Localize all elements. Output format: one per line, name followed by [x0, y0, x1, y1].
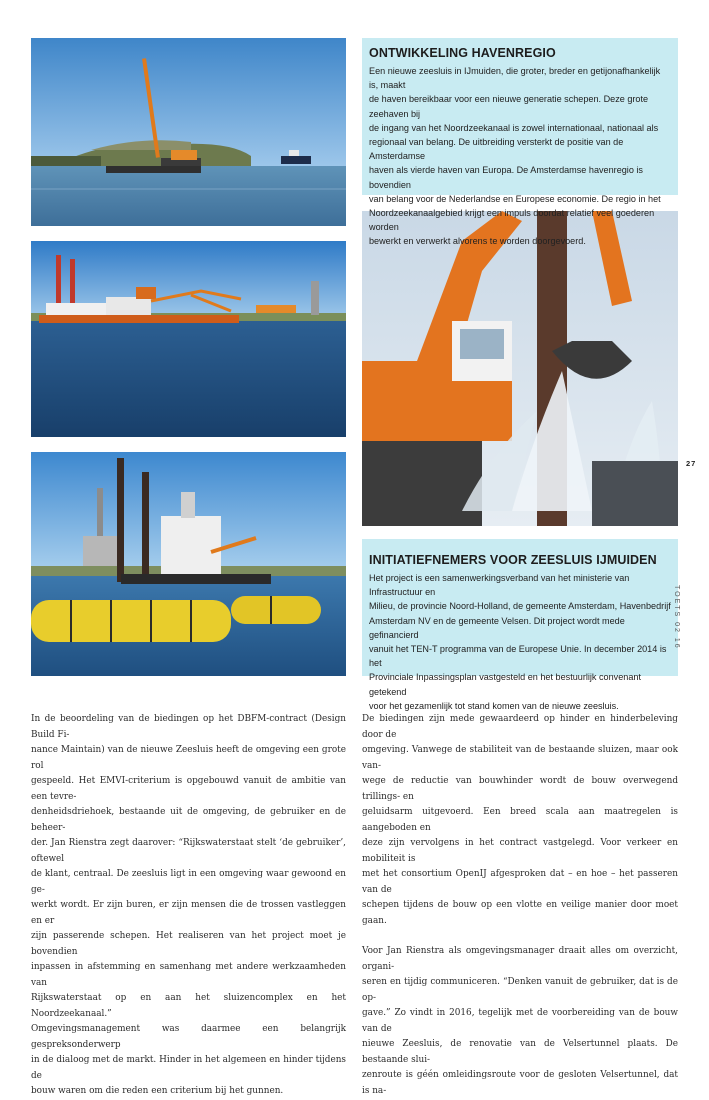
havenregio-box [362, 38, 678, 247]
havenregio-title: ONTWIKKELING HAVENREGIO [369, 46, 556, 60]
dredger-vessel-photo [31, 241, 346, 437]
body-column-left [31, 712, 346, 1100]
excavator-grab-photo [362, 211, 678, 526]
initiatiefnemers-text: Het project is een samenwerkingsverband van het ministerie van Infrastructuur en Milieu, de provincie Noord-Holland, de gemeente Amsterdam, Havenbedrijf Amsterdam NV en de gemeente Velsen. Dit project wordt mede gefinancierd vanuit het TEN-T programma van de Europese Unie. In december 2014 is het Provinciale Inpassingsplan vastgesteld en het bestuurlijk convenant getekend voor het gezamenlijk tot stand komen van de nieuwe zeesluis. [369, 573, 671, 711]
havenregio-text: Een nieuwe zeesluis in IJmuiden, die groter, breder en getijonafhankelijk is, maakt de haven bereikbaar voor een nieuwe generatie schepen. Deze grote zeehaven bij de ingang van het Noordzeekanaal is zowel internationaal, nationaal als regionaal van belang. De uitbreiding versterkt de positie van de Amsterdamse haven als vierde haven van Europa. De Amsterdamse havenregio is bovendien van belang voor de Nederlandse en Europese economie. De regio in het Noordzeekanaalgebied krijgt een impuls doordat relatief veel goederen worden bewerkt en verwerkt alvorens te worden doorgevoerd. [369, 66, 661, 247]
body-column-right [362, 712, 678, 1099]
body-paragraph: Voor Jan Rienstra als omgevingsmanager draait alles om overzicht, organi- seren en tijdig communiceren. “Denken vanuit de gebruiker, dat is de op- gave.” Zo vindt in 2016, tegelijk met de voorbereiding van de bouw van de nieuwe Zeesluis, de renovatie van de Velsertunnel plaats. De bestaande slui- zenroute is géén omleidingsroute voor de gesloten Velsertunnel, dat is na- [362, 946, 678, 1096]
initiatiefnemers-title: INITIATIEFNEMERS VOOR ZEESLUIS IJMUIDEN [369, 553, 657, 567]
magazine-issue: TOETS 02 16 [673, 585, 680, 650]
body-paragraph: De biedingen zijn mede gewaardeerd op hinder en hinderbeleving door de omgeving. Vanwege de stabiliteit van de bestaande sluizen, maar ook van- wege de reductie van bouwhinder wordt de bouw overwegend trillings- en geluidsarm uitgevoerd. Een breed scala aan maatregelen is aangeboden en deze zijn vervolgens in het contract vastgelegd. Voor verkeer en mobiliteit is met het consortium OpenIJ afgesproken dat – en hoe – het passeren van de schepen tijdens de bouw op een vlotte en veilige manier door moet gaan. [362, 714, 678, 926]
body-paragraph: In de beoordeling van de biedingen op het DBFM-contract (Design Build Fi- nance Maintain) van de nieuwe Zeesluis heeft de omgeving een grote rol gespeeld. Het EMVI-criterium is opgebouwd vanuit de ambitie van een tevre- denheidsdriehoek, bestaande uit de omgeving, de gebruiker en de beheer- der. Jan Rienstra zegt daarover: “Rijkswaterstaat stelt ‘de gebruiker’, oftewel de klant, centraal. De zeesluis ligt in een omgeving waar gewoond en ge- werkt wordt. Er zijn buren, er zijn mensen die de trossen vastleggen en er zijn passerende schepen. Het realiseren van het project moet je bovendien inpassen in afstemming en samenhang met andere werkzaamheden van Rijkswaterstaat op en aan het sluizencomplex en het Noordzeekanaal.” Omgevingsmanagement was daarmee een belangrijk gespreksonderwerp in de dialoog met de markt. Hinder in het algemeen en hinder tijdens de bouw waren om die reden een criterium bij het gunnen. [31, 714, 346, 1096]
floating-pipeline-photo [31, 452, 346, 676]
page-number: 27 [686, 459, 697, 468]
initiatiefnemers-box [362, 539, 678, 711]
dredging-crane-photo [31, 38, 346, 226]
